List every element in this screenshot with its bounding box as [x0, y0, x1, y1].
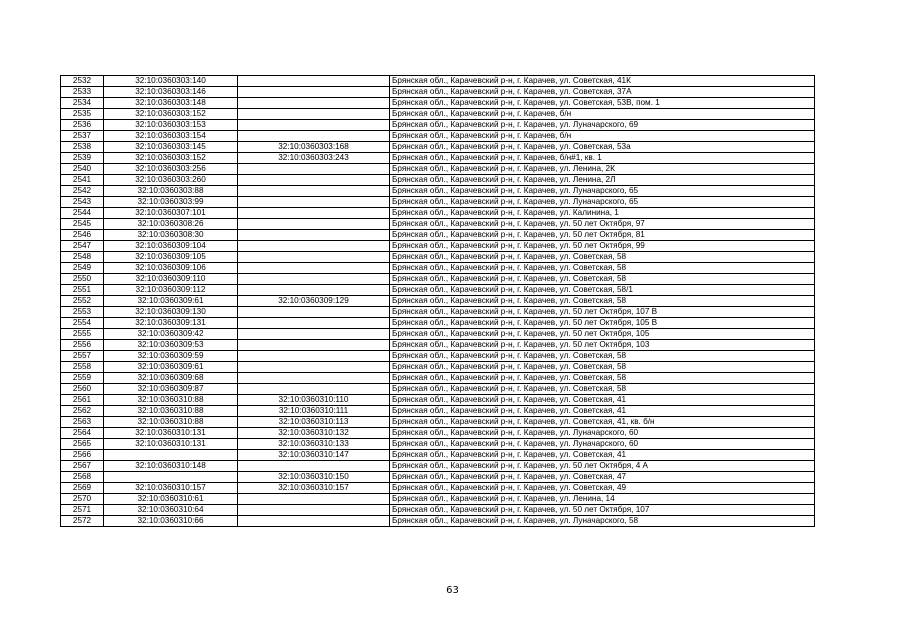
related-cadastral-number-cell — [238, 307, 390, 318]
related-cadastral-number-cell: 32:10:0360310:133 — [238, 439, 390, 450]
related-cadastral-number-cell — [238, 175, 390, 186]
row-number-cell: 2563 — [61, 417, 104, 428]
table-row — [61, 340, 815, 351]
table-row — [61, 461, 815, 472]
cadastral-number-cell: 32:10:0360303:146 — [104, 87, 238, 98]
table-row — [61, 450, 815, 461]
row-number-cell: 2567 — [61, 461, 104, 472]
address-cell: Брянская обл., Карачевский р-н, г. Карачев, ул. Советская, 41, кв. б/н — [390, 417, 815, 428]
address-cell: Брянская обл., Карачевский р-н, г. Карачев, ул. Советская, 58 — [390, 296, 815, 307]
page-number: 63 — [446, 585, 459, 596]
related-cadastral-number-cell — [238, 241, 390, 252]
related-cadastral-number-cell — [238, 208, 390, 219]
related-cadastral-number-cell — [238, 98, 390, 109]
row-number-cell: 2532 — [61, 76, 104, 87]
address-cell: Брянская обл., Карачевский р-н, г. Карачев, б/н#1, кв. 1 — [390, 153, 815, 164]
row-number-cell: 2558 — [61, 362, 104, 373]
related-cadastral-number-cell — [238, 197, 390, 208]
row-number-cell: 2538 — [61, 142, 104, 153]
address-cell: Брянская обл., Карачевский р-н, г. Карачев, ул. 50 лет Октября, 107 — [390, 505, 815, 516]
row-number-cell: 2554 — [61, 318, 104, 329]
cadastral-number-cell: 32:10:0360303:154 — [104, 131, 238, 142]
address-cell: Брянская обл., Карачевский р-н, г. Карачев, ул. Советская, 49 — [390, 483, 815, 494]
address-cell: Брянская обл., Карачевский р-н, г. Карачев, ул. Советская, 58 — [390, 384, 815, 395]
address-cell: Брянская обл., Карачевский р-н, г. Карачев, ул. 50 лет Октября, 97 — [390, 219, 815, 230]
row-number-cell: 2568 — [61, 472, 104, 483]
row-number-cell: 2562 — [61, 406, 104, 417]
table-row — [61, 120, 815, 131]
address-cell: Брянская обл., Карачевский р-н, г. Карачев, ул. 50 лет Октября, 105 — [390, 329, 815, 340]
address-cell: Брянская обл., Карачевский р-н, г. Карачев, ул. Луначарского, 58 — [390, 516, 815, 527]
cadastral-number-cell: 32:10:0360307:101 — [104, 208, 238, 219]
table-row — [61, 505, 815, 516]
cadastral-number-cell: 32:10:0360303:148 — [104, 98, 238, 109]
row-number-cell: 2543 — [61, 197, 104, 208]
table-row — [61, 285, 815, 296]
row-number-cell: 2546 — [61, 230, 104, 241]
table-row — [61, 76, 815, 87]
row-number-cell: 2535 — [61, 109, 104, 120]
related-cadastral-number-cell: 32:10:0360310:157 — [238, 483, 390, 494]
cadastral-number-cell: 32:10:0360309:106 — [104, 263, 238, 274]
row-number-cell: 2541 — [61, 175, 104, 186]
address-cell: Брянская обл., Карачевский р-н, г. Карачев, б/н — [390, 131, 815, 142]
related-cadastral-number-cell — [238, 164, 390, 175]
cadastral-number-cell: 32:10:0360310:61 — [104, 494, 238, 505]
table-row — [61, 472, 815, 483]
address-cell: Брянская обл., Карачевский р-н, г. Карачев, ул. Советская, 58 — [390, 351, 815, 362]
table-row — [61, 307, 815, 318]
address-cell: Брянская обл., Карачевский р-н, г. Карачев, ул. 50 лет Октября, 105 В — [390, 318, 815, 329]
related-cadastral-number-cell: 32:10:0360303:243 — [238, 153, 390, 164]
related-cadastral-number-cell — [238, 109, 390, 120]
table-row — [61, 131, 815, 142]
related-cadastral-number-cell — [238, 494, 390, 505]
row-number-cell: 2553 — [61, 307, 104, 318]
cadastral-number-cell: 32:10:0360309:112 — [104, 285, 238, 296]
cadastral-number-cell: 32:10:0360310:148 — [104, 461, 238, 472]
address-cell: Брянская обл., Карачевский р-н, г. Карачев, ул. Ленина, 2К — [390, 164, 815, 175]
related-cadastral-number-cell — [238, 131, 390, 142]
cadastral-number-cell: 32:10:0360308:26 — [104, 219, 238, 230]
related-cadastral-number-cell — [238, 318, 390, 329]
cadastral-number-cell: 32:10:0360309:131 — [104, 318, 238, 329]
related-cadastral-number-cell — [238, 87, 390, 98]
table-row — [61, 483, 815, 494]
table-row — [61, 230, 815, 241]
address-cell: Брянская обл., Карачевский р-н, г. Карачев, ул. Советская, 41 — [390, 395, 815, 406]
row-number-cell: 2552 — [61, 296, 104, 307]
related-cadastral-number-cell — [238, 274, 390, 285]
related-cadastral-number-cell: 32:10:0360310:113 — [238, 417, 390, 428]
related-cadastral-number-cell: 32:10:0360310:111 — [238, 406, 390, 417]
row-number-cell: 2545 — [61, 219, 104, 230]
related-cadastral-number-cell: 32:10:0360310:110 — [238, 395, 390, 406]
table-row — [61, 351, 815, 362]
cadastral-number-cell — [104, 472, 238, 483]
cadastral-number-cell: 32:10:0360310:157 — [104, 483, 238, 494]
row-number-cell: 2537 — [61, 131, 104, 142]
row-number-cell: 2542 — [61, 186, 104, 197]
row-number-cell: 2571 — [61, 505, 104, 516]
row-number-cell: 2565 — [61, 439, 104, 450]
address-cell: Брянская обл., Карачевский р-н, г. Карачев, ул. Луначарского, 69 — [390, 120, 815, 131]
address-cell: Брянская обл., Карачевский р-н, г. Карачев, ул. Луначарского, 60 — [390, 439, 815, 450]
related-cadastral-number-cell: 32:10:0360310:132 — [238, 428, 390, 439]
table-row — [61, 142, 815, 153]
table-row — [61, 296, 815, 307]
cadastral-number-cell: 32:10:0360303:145 — [104, 142, 238, 153]
table-row — [61, 109, 815, 120]
table-row — [61, 175, 815, 186]
address-cell: Брянская обл., Карачевский р-н, г. Карачев, ул. Ленина, 2Л — [390, 175, 815, 186]
related-cadastral-number-cell — [238, 461, 390, 472]
table-row — [61, 494, 815, 505]
related-cadastral-number-cell: 32:10:0360310:147 — [238, 450, 390, 461]
related-cadastral-number-cell: 32:10:0360303:168 — [238, 142, 390, 153]
address-cell: Брянская обл., Карачевский р-н, г. Карачев, ул. Советская, 58 — [390, 362, 815, 373]
related-cadastral-number-cell — [238, 285, 390, 296]
row-number-cell: 2547 — [61, 241, 104, 252]
address-cell: Брянская обл., Карачевский р-н, г. Карачев, ул. Советская, 58 — [390, 263, 815, 274]
cadastral-number-cell: 32:10:0360310:131 — [104, 428, 238, 439]
row-number-cell: 2555 — [61, 329, 104, 340]
row-number-cell: 2572 — [61, 516, 104, 527]
row-number-cell: 2533 — [61, 87, 104, 98]
address-cell: Брянская обл., Карачевский р-н, г. Карачев, ул. Ленина, 14 — [390, 494, 815, 505]
related-cadastral-number-cell — [238, 263, 390, 274]
table-row — [61, 373, 815, 384]
cadastral-number-cell: 32:10:0360309:110 — [104, 274, 238, 285]
table-row — [61, 241, 815, 252]
table-row — [61, 439, 815, 450]
table-row — [61, 252, 815, 263]
related-cadastral-number-cell — [238, 516, 390, 527]
table-row — [61, 164, 815, 175]
row-number-cell: 2549 — [61, 263, 104, 274]
cadastral-number-cell: 32:10:0360303:99 — [104, 197, 238, 208]
cadastral-number-cell: 32:10:0360309:53 — [104, 340, 238, 351]
row-number-cell: 2544 — [61, 208, 104, 219]
cadastral-number-cell: 32:10:0360303:140 — [104, 76, 238, 87]
row-number-cell: 2550 — [61, 274, 104, 285]
table-row — [61, 197, 815, 208]
address-cell: Брянская обл., Карачевский р-н, г. Карачев, ул. Советская, 58 — [390, 373, 815, 384]
related-cadastral-number-cell — [238, 373, 390, 384]
related-cadastral-number-cell: 32:10:0360310:150 — [238, 472, 390, 483]
cadastral-number-cell: 32:10:0360303:260 — [104, 175, 238, 186]
cadastral-number-cell: 32:10:0360310:131 — [104, 439, 238, 450]
row-number-cell: 2569 — [61, 483, 104, 494]
table-row — [61, 219, 815, 230]
row-number-cell: 2557 — [61, 351, 104, 362]
address-cell: Брянская обл., Карачевский р-н, г. Карачев, ул. Луначарского, 60 — [390, 428, 815, 439]
table-row — [61, 186, 815, 197]
related-cadastral-number-cell — [238, 186, 390, 197]
related-cadastral-number-cell — [238, 340, 390, 351]
related-cadastral-number-cell — [238, 329, 390, 340]
address-cell: Брянская обл., Карачевский р-н, г. Карачев, ул. 50 лет Октября, 99 — [390, 241, 815, 252]
related-cadastral-number-cell: 32:10:0360309:129 — [238, 296, 390, 307]
cadastral-number-cell: 32:10:0360303:256 — [104, 164, 238, 175]
cadastral-number-cell: 32:10:0360310:88 — [104, 417, 238, 428]
address-cell: Брянская обл., Карачевский р-н, г. Карачев, ул. Советская, 47 — [390, 472, 815, 483]
address-cell: Брянская обл., Карачевский р-н, г. Карачев, ул. 50 лет Октября, 81 — [390, 230, 815, 241]
related-cadastral-number-cell — [238, 219, 390, 230]
address-cell: Брянская обл., Карачевский р-н, г. Карачев, ул. Советская, 41К — [390, 76, 815, 87]
address-cell: Брянская обл., Карачевский р-н, г. Карачев, ул. 50 лет Октября, 103 — [390, 340, 815, 351]
cadastral-number-cell: 32:10:0360303:88 — [104, 186, 238, 197]
table-row — [61, 384, 815, 395]
cadastral-number-cell: 32:10:0360309:105 — [104, 252, 238, 263]
cadastral-number-cell: 32:10:0360310:88 — [104, 395, 238, 406]
address-cell: Брянская обл., Карачевский р-н, г. Карачев, ул. Луначарского, 65 — [390, 197, 815, 208]
cadastral-number-cell: 32:10:0360303:153 — [104, 120, 238, 131]
row-number-cell: 2556 — [61, 340, 104, 351]
table-row — [61, 406, 815, 417]
row-number-cell: 2539 — [61, 153, 104, 164]
registry-table — [60, 75, 815, 527]
cadastral-number-cell: 32:10:0360308:30 — [104, 230, 238, 241]
table-row — [61, 208, 815, 219]
address-cell: Брянская обл., Карачевский р-н, г. Карачев, ул. Советская, 41 — [390, 450, 815, 461]
table-row — [61, 362, 815, 373]
cadastral-number-cell: 32:10:0360309:68 — [104, 373, 238, 384]
cadastral-number-cell: 32:10:0360309:87 — [104, 384, 238, 395]
row-number-cell: 2560 — [61, 384, 104, 395]
address-cell: Брянская обл., Карачевский р-н, г. Карачев, ул. Советская, 58 — [390, 274, 815, 285]
row-number-cell: 2564 — [61, 428, 104, 439]
row-number-cell: 2540 — [61, 164, 104, 175]
table-row — [61, 98, 815, 109]
table-row — [61, 153, 815, 164]
row-number-cell: 2548 — [61, 252, 104, 263]
table-row — [61, 395, 815, 406]
cadastral-number-cell: 32:10:0360309:61 — [104, 362, 238, 373]
table-row — [61, 263, 815, 274]
cadastral-number-cell — [104, 450, 238, 461]
table-row — [61, 329, 815, 340]
address-cell: Брянская обл., Карачевский р-н, г. Карачев, ул. Советская, 58/1 — [390, 285, 815, 296]
related-cadastral-number-cell — [238, 351, 390, 362]
table-row — [61, 428, 815, 439]
cadastral-number-cell: 32:10:0360309:104 — [104, 241, 238, 252]
row-number-cell: 2561 — [61, 395, 104, 406]
address-cell: Брянская обл., Карачевский р-н, г. Карачев, ул. Калинина, 1 — [390, 208, 815, 219]
cadastral-number-cell: 32:10:0360310:64 — [104, 505, 238, 516]
cadastral-number-cell: 32:10:0360303:152 — [104, 153, 238, 164]
cadastral-number-cell: 32:10:0360309:130 — [104, 307, 238, 318]
row-number-cell: 2551 — [61, 285, 104, 296]
cadastral-number-cell: 32:10:0360309:42 — [104, 329, 238, 340]
cadastral-number-cell: 32:10:0360309:59 — [104, 351, 238, 362]
table-row — [61, 516, 815, 527]
address-cell: Брянская обл., Карачевский р-н, г. Карачев, ул. Советская, 58 — [390, 252, 815, 263]
table-row — [61, 87, 815, 98]
registry-table-body — [61, 76, 815, 527]
related-cadastral-number-cell — [238, 76, 390, 87]
row-number-cell: 2534 — [61, 98, 104, 109]
address-cell: Брянская обл., Карачевский р-н, г. Карачев, ул. Советская, 53а — [390, 142, 815, 153]
address-cell: Брянская обл., Карачевский р-н, г. Карачев, ул. Луначарского, 65 — [390, 186, 815, 197]
address-cell: Брянская обл., Карачевский р-н, г. Карачев, ул. 50 лет Октября, 4 А — [390, 461, 815, 472]
related-cadastral-number-cell — [238, 505, 390, 516]
row-number-cell: 2570 — [61, 494, 104, 505]
address-cell: Брянская обл., Карачевский р-н, г. Карачев, ул. Советская, 53В, пом. 1 — [390, 98, 815, 109]
table-row — [61, 274, 815, 285]
address-cell: Брянская обл., Карачевский р-н, г. Карачев, ул. 50 лет Октября, 107 В — [390, 307, 815, 318]
cadastral-number-cell: 32:10:0360310:66 — [104, 516, 238, 527]
cadastral-number-cell: 32:10:0360310:88 — [104, 406, 238, 417]
cadastral-number-cell: 32:10:0360303:152 — [104, 109, 238, 120]
address-cell: Брянская обл., Карачевский р-н, г. Карачев, б/н — [390, 109, 815, 120]
related-cadastral-number-cell — [238, 230, 390, 241]
related-cadastral-number-cell — [238, 362, 390, 373]
cadastral-number-cell: 32:10:0360309:61 — [104, 296, 238, 307]
related-cadastral-number-cell — [238, 120, 390, 131]
row-number-cell: 2559 — [61, 373, 104, 384]
related-cadastral-number-cell — [238, 252, 390, 263]
related-cadastral-number-cell — [238, 384, 390, 395]
row-number-cell: 2566 — [61, 450, 104, 461]
address-cell: Брянская обл., Карачевский р-н, г. Карачев, ул. Советская, 41 — [390, 406, 815, 417]
row-number-cell: 2536 — [61, 120, 104, 131]
table-row — [61, 417, 815, 428]
table-row — [61, 318, 815, 329]
address-cell: Брянская обл., Карачевский р-н, г. Карачев, ул. Советская, 37А — [390, 87, 815, 98]
